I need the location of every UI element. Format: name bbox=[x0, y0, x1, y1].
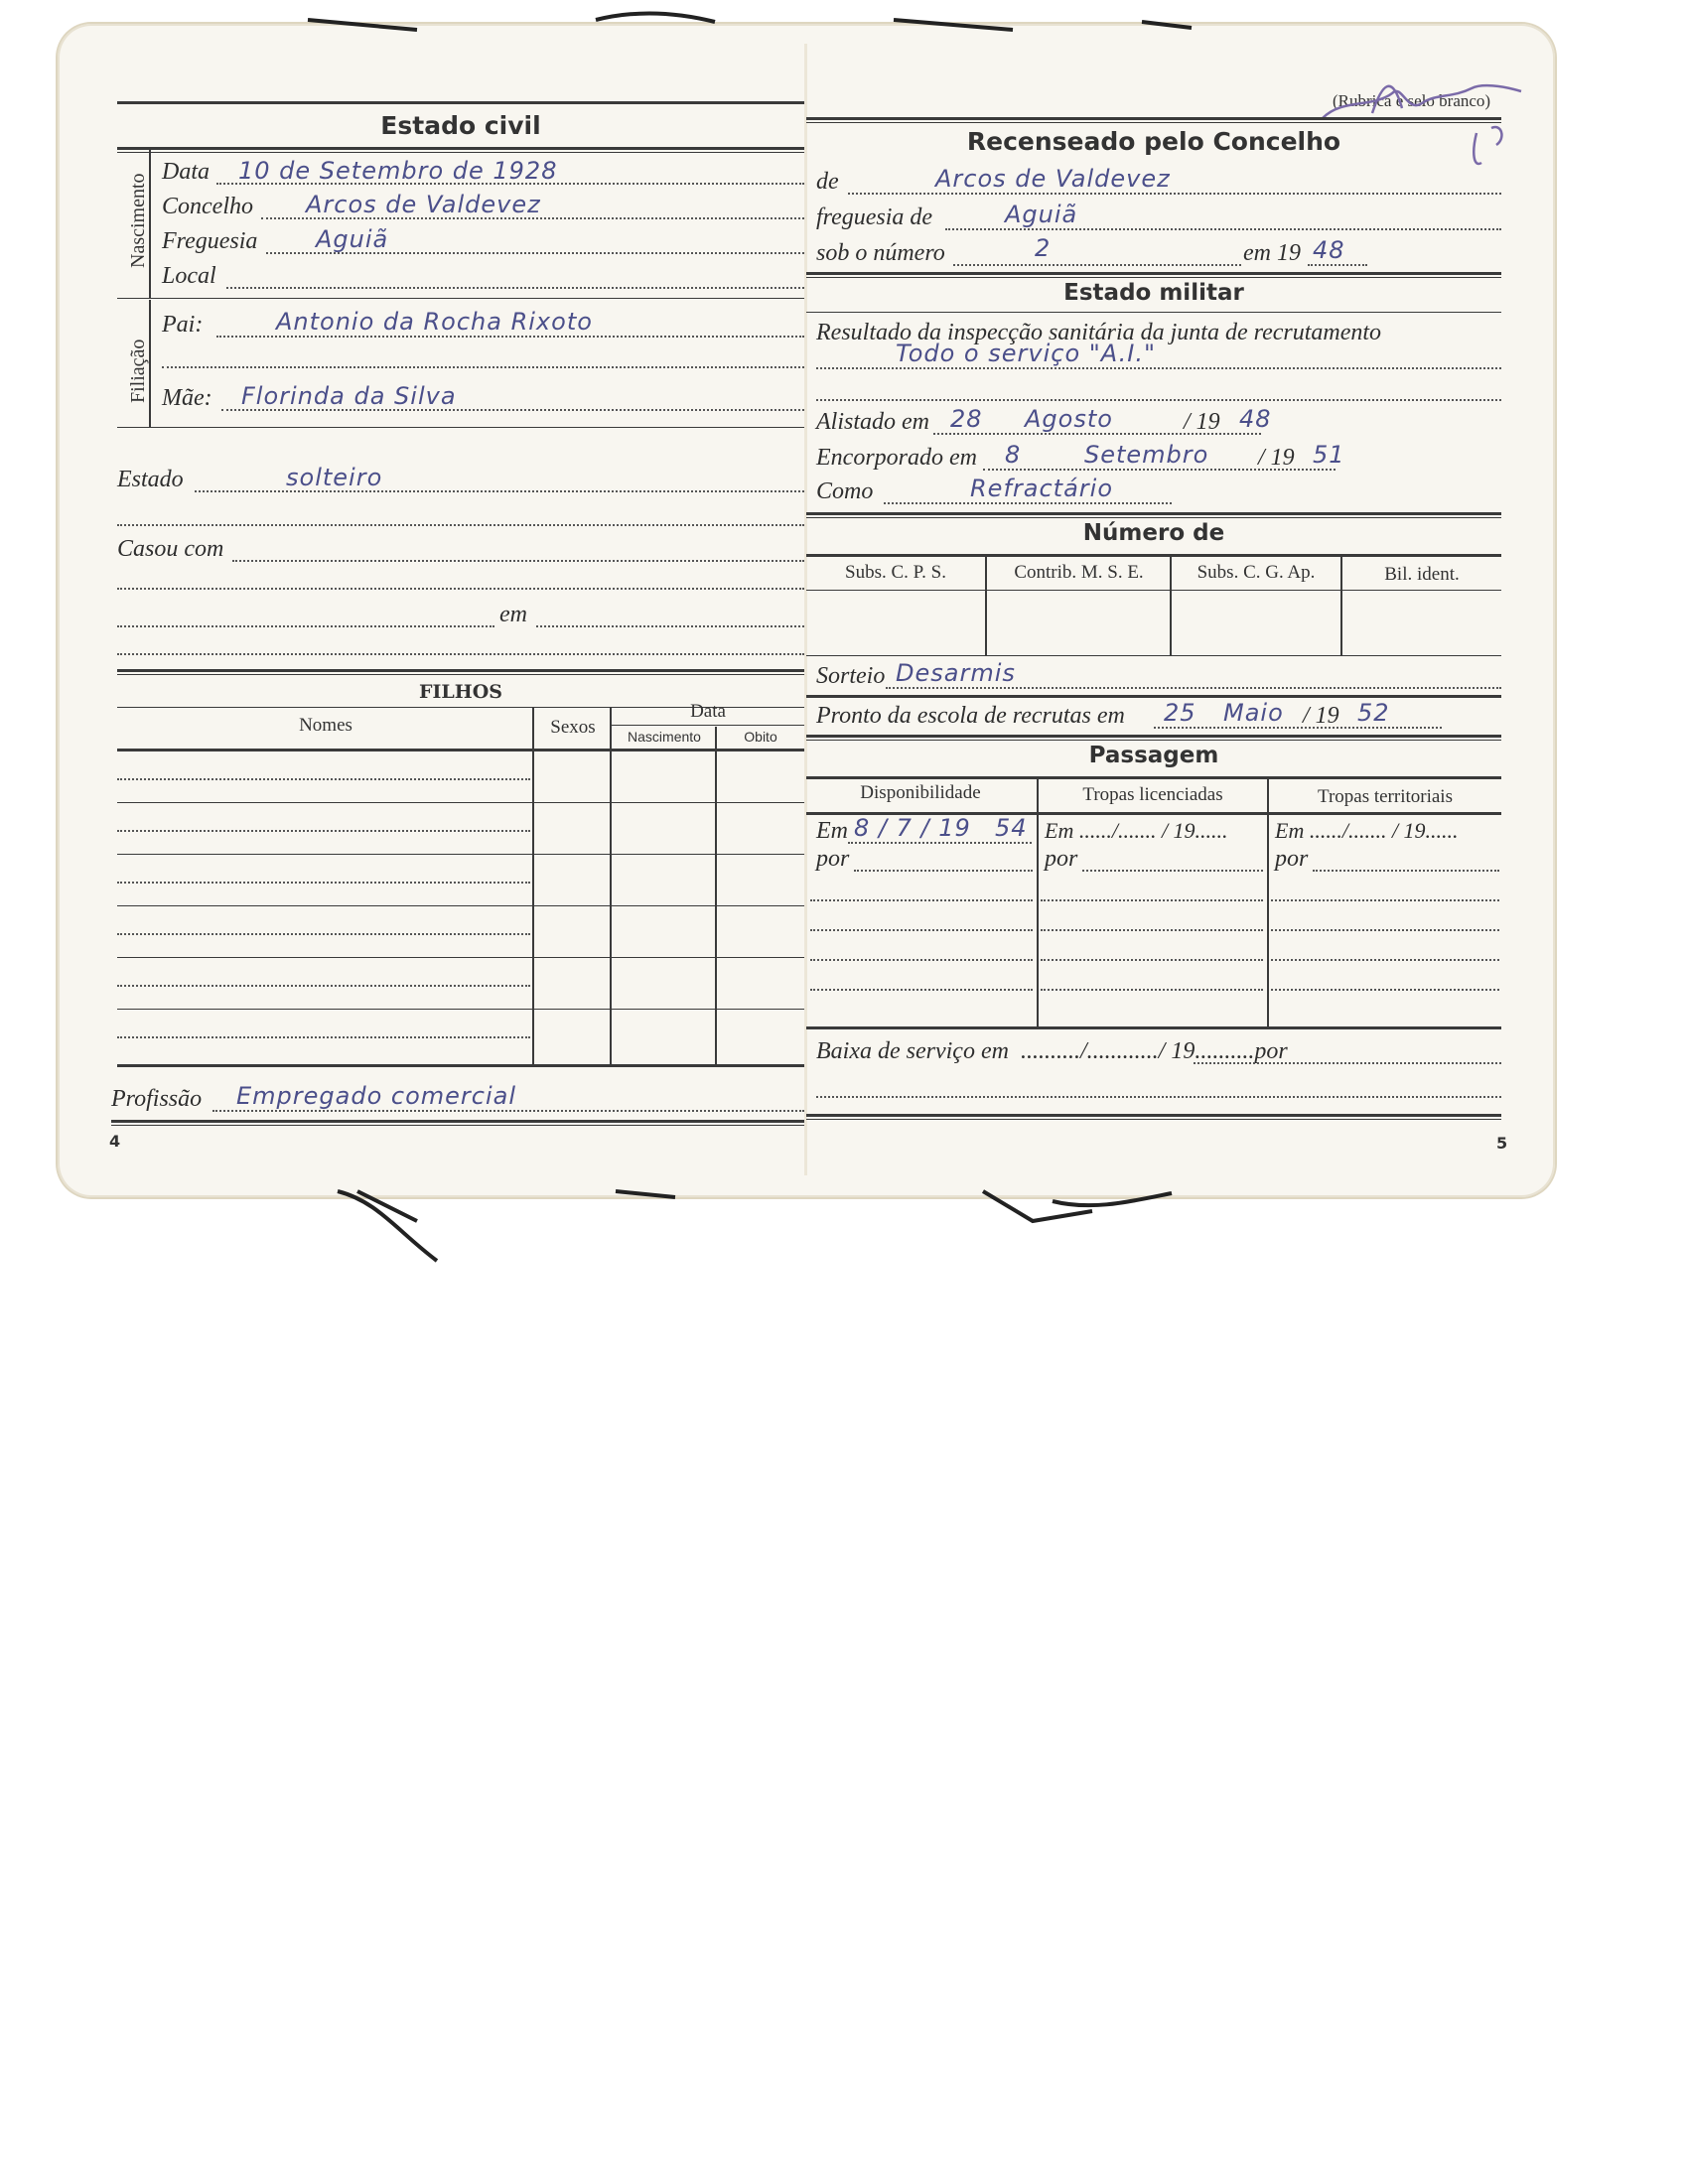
disp-em-label: Em bbox=[816, 818, 848, 844]
divider bbox=[806, 312, 1501, 313]
em-value: 48 bbox=[1313, 236, 1345, 264]
divider bbox=[806, 776, 1501, 779]
dotted-line bbox=[1041, 989, 1263, 991]
pronto-day: 25 bbox=[1164, 699, 1196, 727]
dotted-line bbox=[1308, 264, 1367, 266]
table-column-border bbox=[532, 707, 534, 1064]
col-bil: Bil. ident. bbox=[1384, 564, 1460, 585]
divider bbox=[806, 1114, 1501, 1120]
divider bbox=[117, 427, 804, 428]
binding-thread-bottom bbox=[298, 1181, 1390, 1271]
encorporado-label: Encorporado em bbox=[816, 445, 977, 471]
dotted-line bbox=[1271, 989, 1499, 991]
right-page bbox=[806, 24, 1555, 1197]
col-obito: Obito bbox=[744, 729, 777, 745]
mae-label: Mãe: bbox=[162, 385, 212, 411]
freguesia-label: freguesia de bbox=[816, 205, 933, 230]
table-row bbox=[117, 985, 530, 987]
dotted-line bbox=[1041, 959, 1263, 961]
numero-title: Número de bbox=[1082, 520, 1225, 546]
divider bbox=[806, 735, 1501, 741]
booklet bbox=[58, 24, 1555, 1197]
divider bbox=[806, 590, 1501, 591]
divider bbox=[117, 147, 804, 153]
col-disponibilidade: Disponibilidade bbox=[860, 782, 981, 803]
dotted-line bbox=[536, 625, 804, 627]
encorporado-year-prefix: / 19 bbox=[1258, 445, 1295, 471]
freguesia-value: Aguiã bbox=[316, 225, 389, 253]
terr-por-label: por bbox=[1275, 846, 1309, 872]
profissao-label: Profissão bbox=[111, 1086, 203, 1112]
table-footer-divider bbox=[117, 1064, 804, 1067]
table-row bbox=[117, 882, 530, 884]
rubrica-label: (Rubrica e selo branco) bbox=[1333, 91, 1491, 110]
data-label: Data bbox=[162, 159, 210, 185]
dotted-line bbox=[117, 625, 494, 627]
table-row bbox=[117, 957, 804, 958]
terr-em: Em ....../....... / 19...... bbox=[1275, 818, 1459, 843]
estado-militar-title: Estado militar bbox=[1063, 280, 1244, 306]
dotted-line bbox=[848, 193, 1501, 195]
de-value: Arcos de Valdevez bbox=[935, 165, 1171, 193]
divider bbox=[117, 298, 804, 299]
table-column-border bbox=[1037, 778, 1039, 1026]
lic-por-label: por bbox=[1045, 846, 1078, 872]
table-row bbox=[117, 933, 530, 935]
dotted-line bbox=[232, 560, 804, 562]
dotted-line bbox=[810, 899, 1033, 901]
encorporado-year: 51 bbox=[1313, 441, 1345, 469]
dotted-line bbox=[810, 989, 1033, 991]
baixa-label: Baixa de serviço em bbox=[816, 1038, 1009, 1064]
col-nomes: Nomes bbox=[299, 715, 352, 736]
encorporado-month: Setembro bbox=[1084, 441, 1209, 469]
dotted-line bbox=[848, 842, 1032, 844]
pronto-month: Maio bbox=[1223, 699, 1284, 727]
dotted-line bbox=[854, 870, 1033, 872]
dotted-line bbox=[953, 264, 1241, 266]
casou-label: Casou com bbox=[117, 536, 224, 562]
divider bbox=[117, 101, 804, 104]
dotted-line bbox=[1154, 727, 1442, 729]
divider bbox=[806, 1026, 1501, 1029]
col-data: Data bbox=[690, 701, 726, 722]
page-number-left: 4 bbox=[109, 1132, 121, 1151]
dotted-line bbox=[884, 502, 1172, 504]
passagem-title: Passagem bbox=[1088, 743, 1219, 768]
table-column-border bbox=[985, 556, 987, 655]
sob-label: sob o número bbox=[816, 240, 945, 266]
alistado-year: 48 bbox=[1239, 405, 1272, 433]
table-column-border bbox=[610, 707, 612, 1064]
disp-em-value: 8 / 7 / 19 bbox=[854, 814, 971, 842]
baixa-template: ........../............/ 19..........por bbox=[1021, 1038, 1288, 1064]
pronto-label: Pronto da escola de recrutas em bbox=[816, 703, 1125, 729]
freguesia-value: Aguiã bbox=[1005, 201, 1078, 228]
profissao-value: Empregado comercial bbox=[236, 1082, 517, 1110]
dotted-line bbox=[117, 524, 804, 526]
col-tropas-territoriais: Tropas territoriais bbox=[1318, 786, 1453, 807]
dotted-line bbox=[1082, 870, 1263, 872]
col-tropas-licenciadas: Tropas licenciadas bbox=[1082, 784, 1223, 805]
table-column-border bbox=[1170, 556, 1172, 655]
local-label: Local bbox=[162, 263, 216, 289]
divider bbox=[806, 554, 1501, 557]
dotted-line bbox=[212, 1110, 804, 1112]
dotted-line bbox=[1041, 899, 1263, 901]
disp-year: 54 bbox=[995, 814, 1028, 842]
dotted-line bbox=[810, 959, 1033, 961]
sorteio-label: Sorteio bbox=[816, 663, 886, 689]
nascimento-label: Nascimento bbox=[127, 173, 149, 268]
resultado-label: Resultado da inspecção sanitária da junta de recrutamento bbox=[816, 320, 1382, 345]
table-column-border bbox=[715, 727, 717, 1064]
dotted-line bbox=[1194, 1062, 1501, 1064]
binding-thread-top bbox=[298, 0, 1390, 60]
como-label: Como bbox=[816, 478, 874, 504]
divider bbox=[806, 117, 1501, 123]
pai-value: Antonio da Rocha Rixoto bbox=[276, 308, 593, 336]
divider bbox=[806, 655, 1501, 656]
left-page bbox=[58, 24, 806, 1197]
dotted-line bbox=[1041, 929, 1263, 931]
filhos-title: FILHOS bbox=[419, 681, 502, 703]
col-subs-cps: Subs. C. P. S. bbox=[845, 562, 946, 583]
estado-value: solteiro bbox=[286, 464, 383, 491]
sorteio-value: Desarmis bbox=[896, 659, 1016, 687]
divider bbox=[806, 272, 1501, 278]
pronto-year-prefix: / 19 bbox=[1303, 703, 1339, 729]
table-row bbox=[117, 1009, 804, 1010]
alistado-year-prefix: / 19 bbox=[1184, 409, 1220, 435]
dotted-line bbox=[117, 588, 804, 590]
dotted-line bbox=[1271, 959, 1499, 961]
alistado-month: Agosto bbox=[1025, 405, 1113, 433]
filiacao-label: Filiação bbox=[127, 339, 149, 403]
table-row bbox=[117, 802, 804, 803]
dotted-line bbox=[162, 366, 804, 368]
em-label: em 19 bbox=[1243, 240, 1301, 266]
dotted-line bbox=[226, 287, 804, 289]
alistado-label: Alistado em bbox=[816, 409, 929, 435]
col-nascimento: Nascimento bbox=[628, 729, 701, 745]
mae-value: Florinda da Silva bbox=[241, 382, 457, 410]
dotted-line bbox=[816, 399, 1501, 401]
como-value: Refractário bbox=[970, 475, 1113, 502]
page-number-right: 5 bbox=[1496, 1134, 1508, 1153]
data-value: 10 de Setembro de 1928 bbox=[238, 157, 558, 185]
pai-label: Pai: bbox=[162, 312, 204, 338]
divider bbox=[612, 725, 804, 726]
estado-label: Estado bbox=[117, 467, 184, 492]
divider bbox=[806, 695, 1501, 698]
dotted-line bbox=[816, 1096, 1501, 1098]
dotted-line bbox=[816, 367, 1501, 369]
col-subs-cgap: Subs. C. G. Ap. bbox=[1196, 562, 1316, 583]
dotted-line bbox=[945, 228, 1501, 230]
table-row bbox=[117, 830, 530, 832]
lic-em: Em ....../....... / 19...... bbox=[1045, 818, 1228, 843]
table-header-divider bbox=[117, 749, 804, 751]
table-row bbox=[117, 778, 530, 780]
divider bbox=[117, 669, 804, 675]
dotted-line bbox=[216, 336, 804, 338]
de-label: de bbox=[816, 169, 839, 195]
concelho-label: Concelho bbox=[162, 194, 253, 219]
dotted-line bbox=[810, 929, 1033, 931]
table-row bbox=[117, 1036, 530, 1038]
alistado-day: 28 bbox=[950, 405, 983, 433]
divider bbox=[111, 1120, 804, 1126]
concelho-value: Arcos de Valdevez bbox=[306, 191, 541, 218]
resultado-value: Todo o serviço "A.I." bbox=[896, 340, 1157, 367]
dotted-line bbox=[886, 687, 1501, 689]
table-row bbox=[117, 854, 804, 855]
col-sexos: Sexos bbox=[550, 717, 596, 738]
estado-civil-title: Estado civil bbox=[380, 111, 541, 140]
em-label: em bbox=[499, 602, 527, 627]
disp-por-label: por bbox=[816, 846, 850, 872]
dotted-line bbox=[1271, 899, 1499, 901]
dotted-line bbox=[117, 653, 804, 655]
dotted-line bbox=[1313, 870, 1499, 872]
encorporado-day: 8 bbox=[1005, 441, 1022, 469]
table-column-border bbox=[1340, 556, 1342, 655]
table-column-border bbox=[1267, 778, 1269, 1026]
divider bbox=[806, 512, 1501, 518]
col-contrib: Contrib. M. S. E. bbox=[1014, 562, 1144, 583]
sob-value: 2 bbox=[1035, 234, 1052, 262]
freguesia-label: Freguesia bbox=[162, 228, 258, 254]
pronto-year: 52 bbox=[1357, 699, 1390, 727]
recenseado-title: Recenseado pelo Concelho bbox=[966, 127, 1341, 156]
table-row bbox=[117, 905, 804, 906]
dotted-line bbox=[1271, 929, 1499, 931]
